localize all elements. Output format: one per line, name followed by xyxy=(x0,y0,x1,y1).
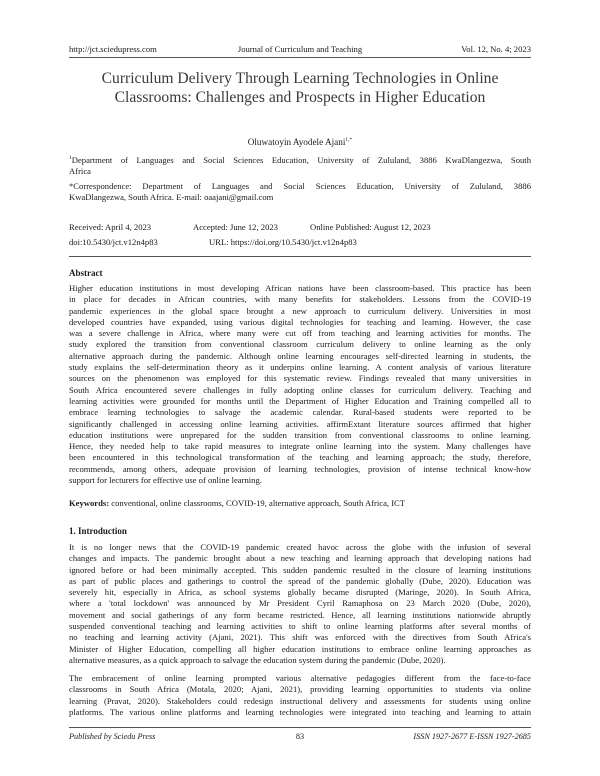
doi: doi:10.5430/jct.v12n4p83 xyxy=(69,237,158,247)
affiliation-line: Africa xyxy=(69,166,91,177)
intro-line: no teaching and learning activity (Ajani, 2021). This shift was enforced with the directives from South Africa's xyxy=(69,632,531,643)
abstract-line: South Africa encountered severe challenges in fully adopting online classes for curriculum delivery. Teaching and xyxy=(69,384,531,395)
published-date: Online Published: August 12, 2023 xyxy=(310,222,431,232)
author-line xyxy=(0,137,600,147)
intro-line: suspended conventional teaching and learning activities to shift to online learning platforms after several months of xyxy=(69,621,531,632)
journal-url[interactable]: http://jct.sciedupress.com xyxy=(69,44,157,54)
abstract-line: study explored the transition from conventional classroom curriculum delivery to online learning as the only xyxy=(69,339,531,350)
running-header xyxy=(69,44,531,56)
intro-line: as part of public places and gatherings to control the spread of the pandemic globally (Dube, 2020). Education was xyxy=(69,575,531,586)
keywords xyxy=(69,498,531,509)
abstract-line: Hence, they needed help to take rapid measures to integrate online learning into the system. Many challenges have xyxy=(69,441,531,452)
abstract-line: Higher education institutions in most developing African nations have been classroom-based. This practice has been xyxy=(69,283,531,293)
abstract-line: study explains the self-determination theory as it underpins online learning. A content analysis of various literature xyxy=(69,362,531,373)
intro-line: alternative measures, as a quick approach to salvage the education system during the pandemic (Dube, 2020). xyxy=(69,654,446,665)
doi-url[interactable]: URL: https://doi.org/10.5430/jct.v12n4p83 xyxy=(209,237,357,247)
introduction-heading: 1. Introduction xyxy=(69,526,127,536)
correspondence-line: KwaDlangezwa, South Africa. E-mail: oaajani@gmail.com xyxy=(69,192,274,203)
abstract-heading: Abstract xyxy=(69,268,103,278)
abstract-line: significantly challenged in accessing online learning activities. affirmExtant literature sources affirmed that higher xyxy=(69,418,531,429)
intro-line: classrooms in South Africa (Motala, 2020; Ajani, 2021), providing learning opportunities to students via online xyxy=(69,684,531,695)
correspondence-line: *Correspondence: Department of Languages and Social Sciences Education, University of Zululand, 3886 xyxy=(69,181,531,191)
keywords-label: Keywords: xyxy=(69,498,110,508)
intro-line: The embracement of online learning prompted various alternative pedagogies different from the face-to-face xyxy=(69,673,531,683)
abstract-line: recommends, among others, adequate provision of learning technologies, provision of intense technical know-how xyxy=(69,463,531,474)
affiliation-line: Department of Languages and Social Sciences Education, University of Zululand, 3886 KwaDlangezwa, South xyxy=(71,154,531,165)
author-marker: 1,* xyxy=(345,137,353,143)
correspondence xyxy=(69,181,531,204)
issn: ISSN 1927-2677 E-ISSN 1927-2685 xyxy=(413,732,531,741)
page-number: 83 xyxy=(295,732,305,741)
introduction-paragraph-1 xyxy=(69,542,531,666)
intro-line: severely hit, especially in Africa, as school systems globally became disrupted (Maringe, 2020). In South Africa, xyxy=(69,587,531,598)
abstract-line: pandemic experiences in the global space brought a new approach to curriculum delivery. Universities in most xyxy=(69,305,531,316)
metadata-rule xyxy=(69,256,531,257)
abstract-line: sources on the phenomenon was employed for this systematic review. Findings revealed that many universities in xyxy=(69,373,531,384)
affiliation-marker: 1 xyxy=(69,155,72,161)
intro-line: changes and impacts. The pandemic brought about a new teaching and learning approach that developing nations had xyxy=(69,553,531,564)
journal-name: Journal of Curriculum and Teaching xyxy=(237,44,363,54)
received-date: Received: April 4, 2023 xyxy=(69,222,152,232)
abstract-line: support for lecturers for effective use of online learning. xyxy=(69,475,262,486)
abstract-line: education institutions were unprepared for the sudden transition from conventional classrooms to online learning. xyxy=(69,429,531,440)
intro-line: It is no longer news that the COVID-19 pandemic created havoc across the globe with the infusion of several xyxy=(69,542,531,552)
abstract-line: embrace learning technologies to salvage the academic calendar. Rural-based students were reported to be xyxy=(69,407,531,418)
intro-line: where a 'total lockdown' was announced by Mr President Cyril Ramaphosa on 23 March 2020 (Dube, 2020), xyxy=(69,598,531,609)
intro-line: ignored before or had been minimally accepted. This sudden pandemic resulted in the closure of learning institutions xyxy=(69,564,531,575)
accepted-date: Accepted: June 12, 2023 xyxy=(193,222,278,232)
intro-line: Minister of Higher Education, compelling all higher education institutions to embrace online learning approaches as xyxy=(69,643,531,654)
intro-line: platforms. The various online platforms and learning technologies were integrated into teaching and learning to attain xyxy=(69,706,531,717)
header-rule xyxy=(69,57,531,58)
abstract-body xyxy=(69,283,531,486)
volume-info: Vol. 12, No. 4; 2023 xyxy=(461,44,531,54)
abstract-line: been encountered in this technological transformation of the teaching and learning approach; the study, therefore, xyxy=(69,452,531,463)
introduction-paragraph-2 xyxy=(69,673,531,718)
intro-line: movement and social gatherings of any form became restricted. Hence, all learning institutions nationwide abruptly xyxy=(69,609,531,620)
abstract-line: developed countries have expanded, using various digital technologies for teaching and learning. However, the case xyxy=(69,316,531,327)
abstract-line: was a severe challenge in Africa, where many were cut off from teaching and learning activities for months. The xyxy=(69,328,531,339)
publisher: Published by Sciedu Press xyxy=(69,732,156,741)
abstract-line: in place for decades in African countries, with many benefits for stakeholders. Lessons from the COVID-19 xyxy=(69,294,531,305)
paper-title xyxy=(60,70,540,107)
affiliation xyxy=(69,153,531,177)
intro-line: learning (Pravat, 2020). Stakeholders could redesign instructional delivery and assessments for students using online xyxy=(69,695,531,706)
title-line: Classrooms: Challenges and Prospects in Higher Education xyxy=(114,88,486,106)
abstract-line: learning activities were grounded for months until the Department of Higher Education and Training compelled all to xyxy=(69,395,531,406)
page-footer xyxy=(69,732,531,744)
keywords-text: conventional, online classrooms, COVID-19, alternative approach, South Africa, ICT xyxy=(109,498,406,508)
footer-rule xyxy=(69,727,531,728)
author-name: Oluwatoyin Ayodele Ajani xyxy=(247,137,346,148)
abstract-line: alternative approach during the pandemic. Although online learning encourages self-directed learning in students, the xyxy=(69,350,531,361)
title-line: Curriculum Delivery Through Learning Technologies in Online xyxy=(101,70,499,87)
